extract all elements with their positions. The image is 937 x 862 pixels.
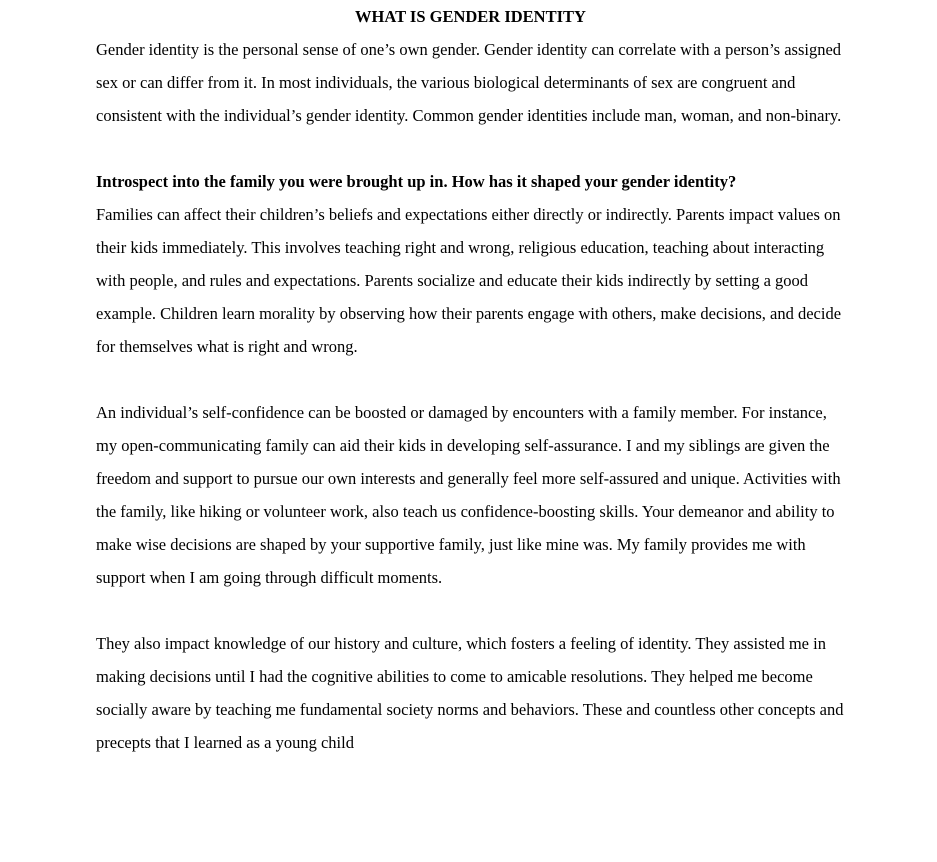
paragraph-gender-identity-definition: Gender identity is the personal sense of one’s own gender. Gender identity can correlate with a person’s assigned sex or can differ from it. In most individuals, the various biological determinants of sex are congruent and consistent with the individual’s gender identity. Common gender identities include man, woman, and non-binary.	[96, 40, 842, 125]
paragraph-self-confidence: An individual’s self-confidence can be boosted or damaged by encounters with a family member. For instance, my open-communicating family can aid their kids in developing self-assurance. I and my siblings are given the freedom and support to pursue our own interests and generally feel more self-assured and unique. Activities with the family, like hiking or volunteer work, also teach us confidence-boosting skills. Your demeanor and ability to make wise decisions are shaped by your supportive family, just like mine was. My family provides me with support when I am going through difficult moments.	[96, 403, 841, 587]
paragraph-history-culture: They also impact knowledge of our history and culture, which fosters a feeling of identity. They assisted me in making decisions until I had the cognitive abilities to come to amicable resolutions. They helped me become socially aware by teaching me fundamental society norms and behaviors. These and countless other concepts and precepts that I learned as a young child	[96, 634, 844, 752]
paragraph-family-influence: Families can affect their children’s beliefs and expectations either directly or indirectly. Parents impact values on their kids immediately. This involves teaching right and wrong, religious education, teaching about interacting with people, and rules and expectations. Parents socialize and educate their kids indirectly by setting a good example. Children learn morality by observing how their parents engage with others, make decisions, and decide for themselves what is right and wrong.	[96, 205, 842, 356]
document-title: WHAT IS GENDER IDENTITY	[355, 7, 586, 26]
question-heading-family-introspection: Introspect into the family you were brought up in. How has it shaped your gender identity?	[96, 172, 737, 191]
